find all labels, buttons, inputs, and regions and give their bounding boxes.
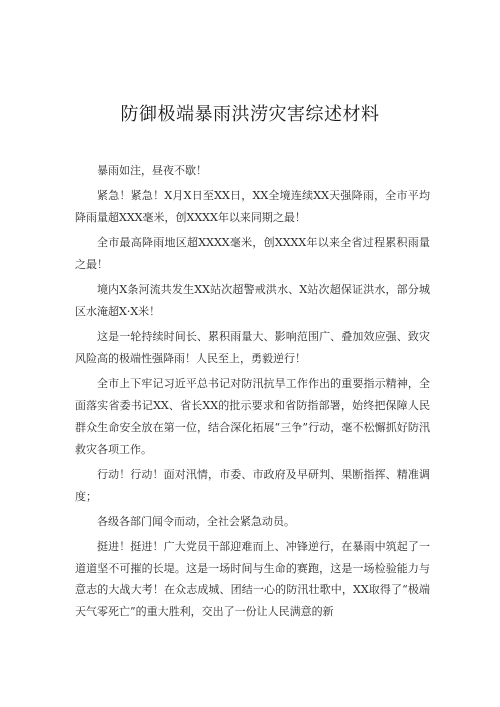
paragraph-extreme: 这是一轮持续时间长、累积雨量大、影响范围广、叠加效应强、致灾风险高的极端性强降雨！人民至上，勇毅逆行！ [75, 330, 430, 365]
paragraph-rainfall: 紧急！紧急！X月X日至XX日，XX全境连续XX天强降雨，全市平均降雨量超XXX毫米，创XXXX年以来同期之最！ [75, 189, 430, 224]
paragraph-advance: 挺进！挺进！广大党员干部迎难而上、冲锋逆行，在暴雨中筑起了一道道坚不可摧的长堤。这是一场时间与生命的赛跑，这是一场检验能力与意志的大战大考！在众志成城、团结一心的防汛壮歌中，XX取得了“极端天气零死亡”的重大胜利，交出了一份让人民满意的新 [75, 539, 430, 619]
paragraph-instructions: 全市上下牢记习近平总书记对防汛抗旱工作作出的重要指示精神，全面落实省委书记XX、省长XX的批示要求和省防指部署，始终把保障人民群众生命安全放在第一位，结合深化拓展“三争”行动，毫不松懈抓好防汛救灾各项工作。 [75, 377, 430, 456]
paragraph-max-rainfall: 全市最高降雨地区超XXXX毫米，创XXXX年以来全省过程累积雨量之最！ [75, 236, 430, 271]
paragraph-action: 行动！行动！面对汛情，市委、市政府及早研判、果断指挥、精准调度； [75, 467, 430, 503]
document-title: 防御极端暴雨洪涝灾害综述材料 [120, 104, 380, 125]
paragraph-opening: 暴雨如注，昼夜不歇！ [97, 164, 207, 177]
paragraph-mobilization: 各级各部门闻令而动，全社会紧急动员。 [97, 514, 295, 528]
paragraph-rivers: 境内X条河流共发生XX站次超警戒洪水、X站次超保证洪水，部分城区水淹超X·X米！ [75, 283, 430, 318]
document-body [75, 160, 430, 626]
